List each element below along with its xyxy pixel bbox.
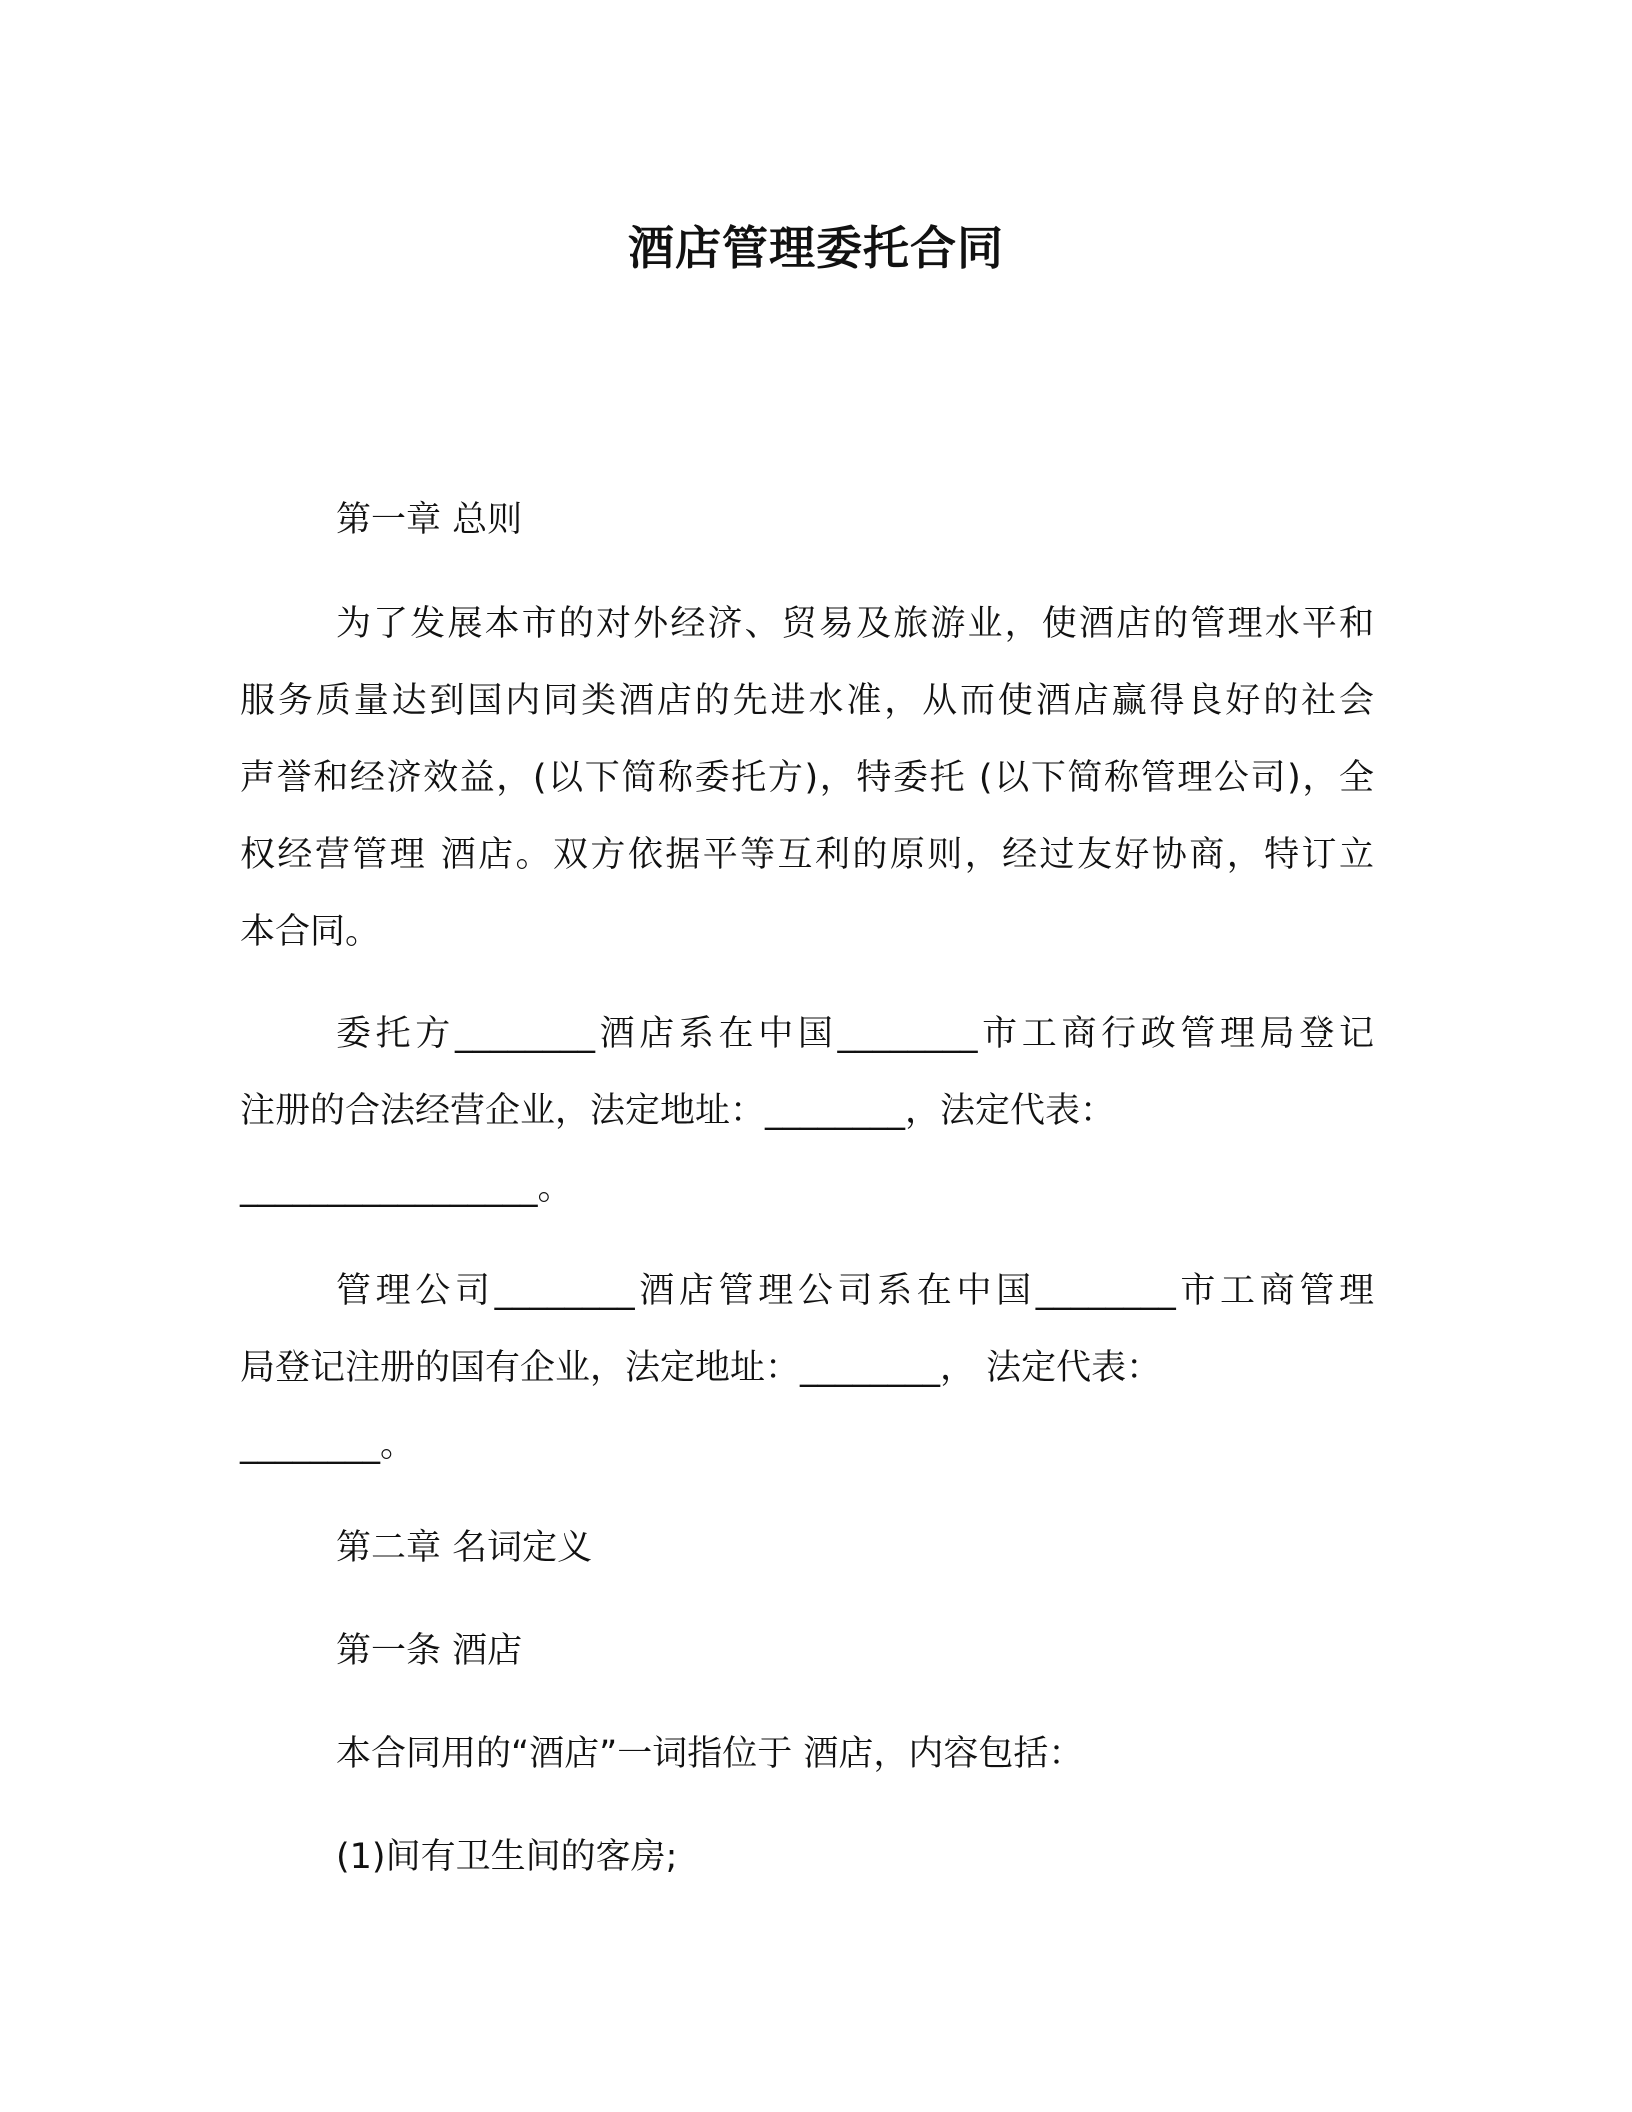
para-3-line-3: ________。 [240, 1425, 416, 1465]
para-1-line-4: 权经营管理 酒店。双方依据平等互利的原则，经过友好协商，特订立 [240, 835, 1374, 875]
article-1-text: 本合同用的“酒店”一词指位于 酒店，内容包括： [336, 1734, 1084, 1774]
para-2-line-1: 委托方________酒店系在中国________市工商行政管理局登记 [336, 1014, 1374, 1054]
para-2-line-3: _________________。 [240, 1168, 573, 1208]
para-1-line-1: 为了发展本市的对外经济、贸易及旅游业，使酒店的管理水平和 [336, 604, 1374, 644]
para-1-line-2: 服务质量达到国内同类酒店的先进水准，从而使酒店赢得良好的社会 [240, 681, 1374, 721]
chapter-2-heading: 第二章 名词定义 [336, 1528, 593, 1568]
chapter-1-heading: 第一章 总则 [336, 500, 523, 540]
list-item-1: (1)间有卫生间的客房; [336, 1837, 678, 1877]
para-3-line-1: 管理公司________酒店管理公司系在中国________市工商管理 [336, 1271, 1374, 1311]
para-2-line-2: 注册的合法经营企业，法定地址：________，法定代表： [240, 1091, 1116, 1131]
article-1-heading: 第一条 酒店 [336, 1631, 523, 1671]
para-1-line-5: 本合同。 [240, 912, 381, 952]
para-1-line-3: 声誉和经济效益，(以下简称委托方)，特委托 (以下简称管理公司)，全 [240, 758, 1374, 798]
para-3-line-2: 局登记注册的国有企业，法定地址：________， 法定代表： [240, 1348, 1162, 1388]
document-title: 酒店管理委托合同 [628, 221, 1004, 275]
